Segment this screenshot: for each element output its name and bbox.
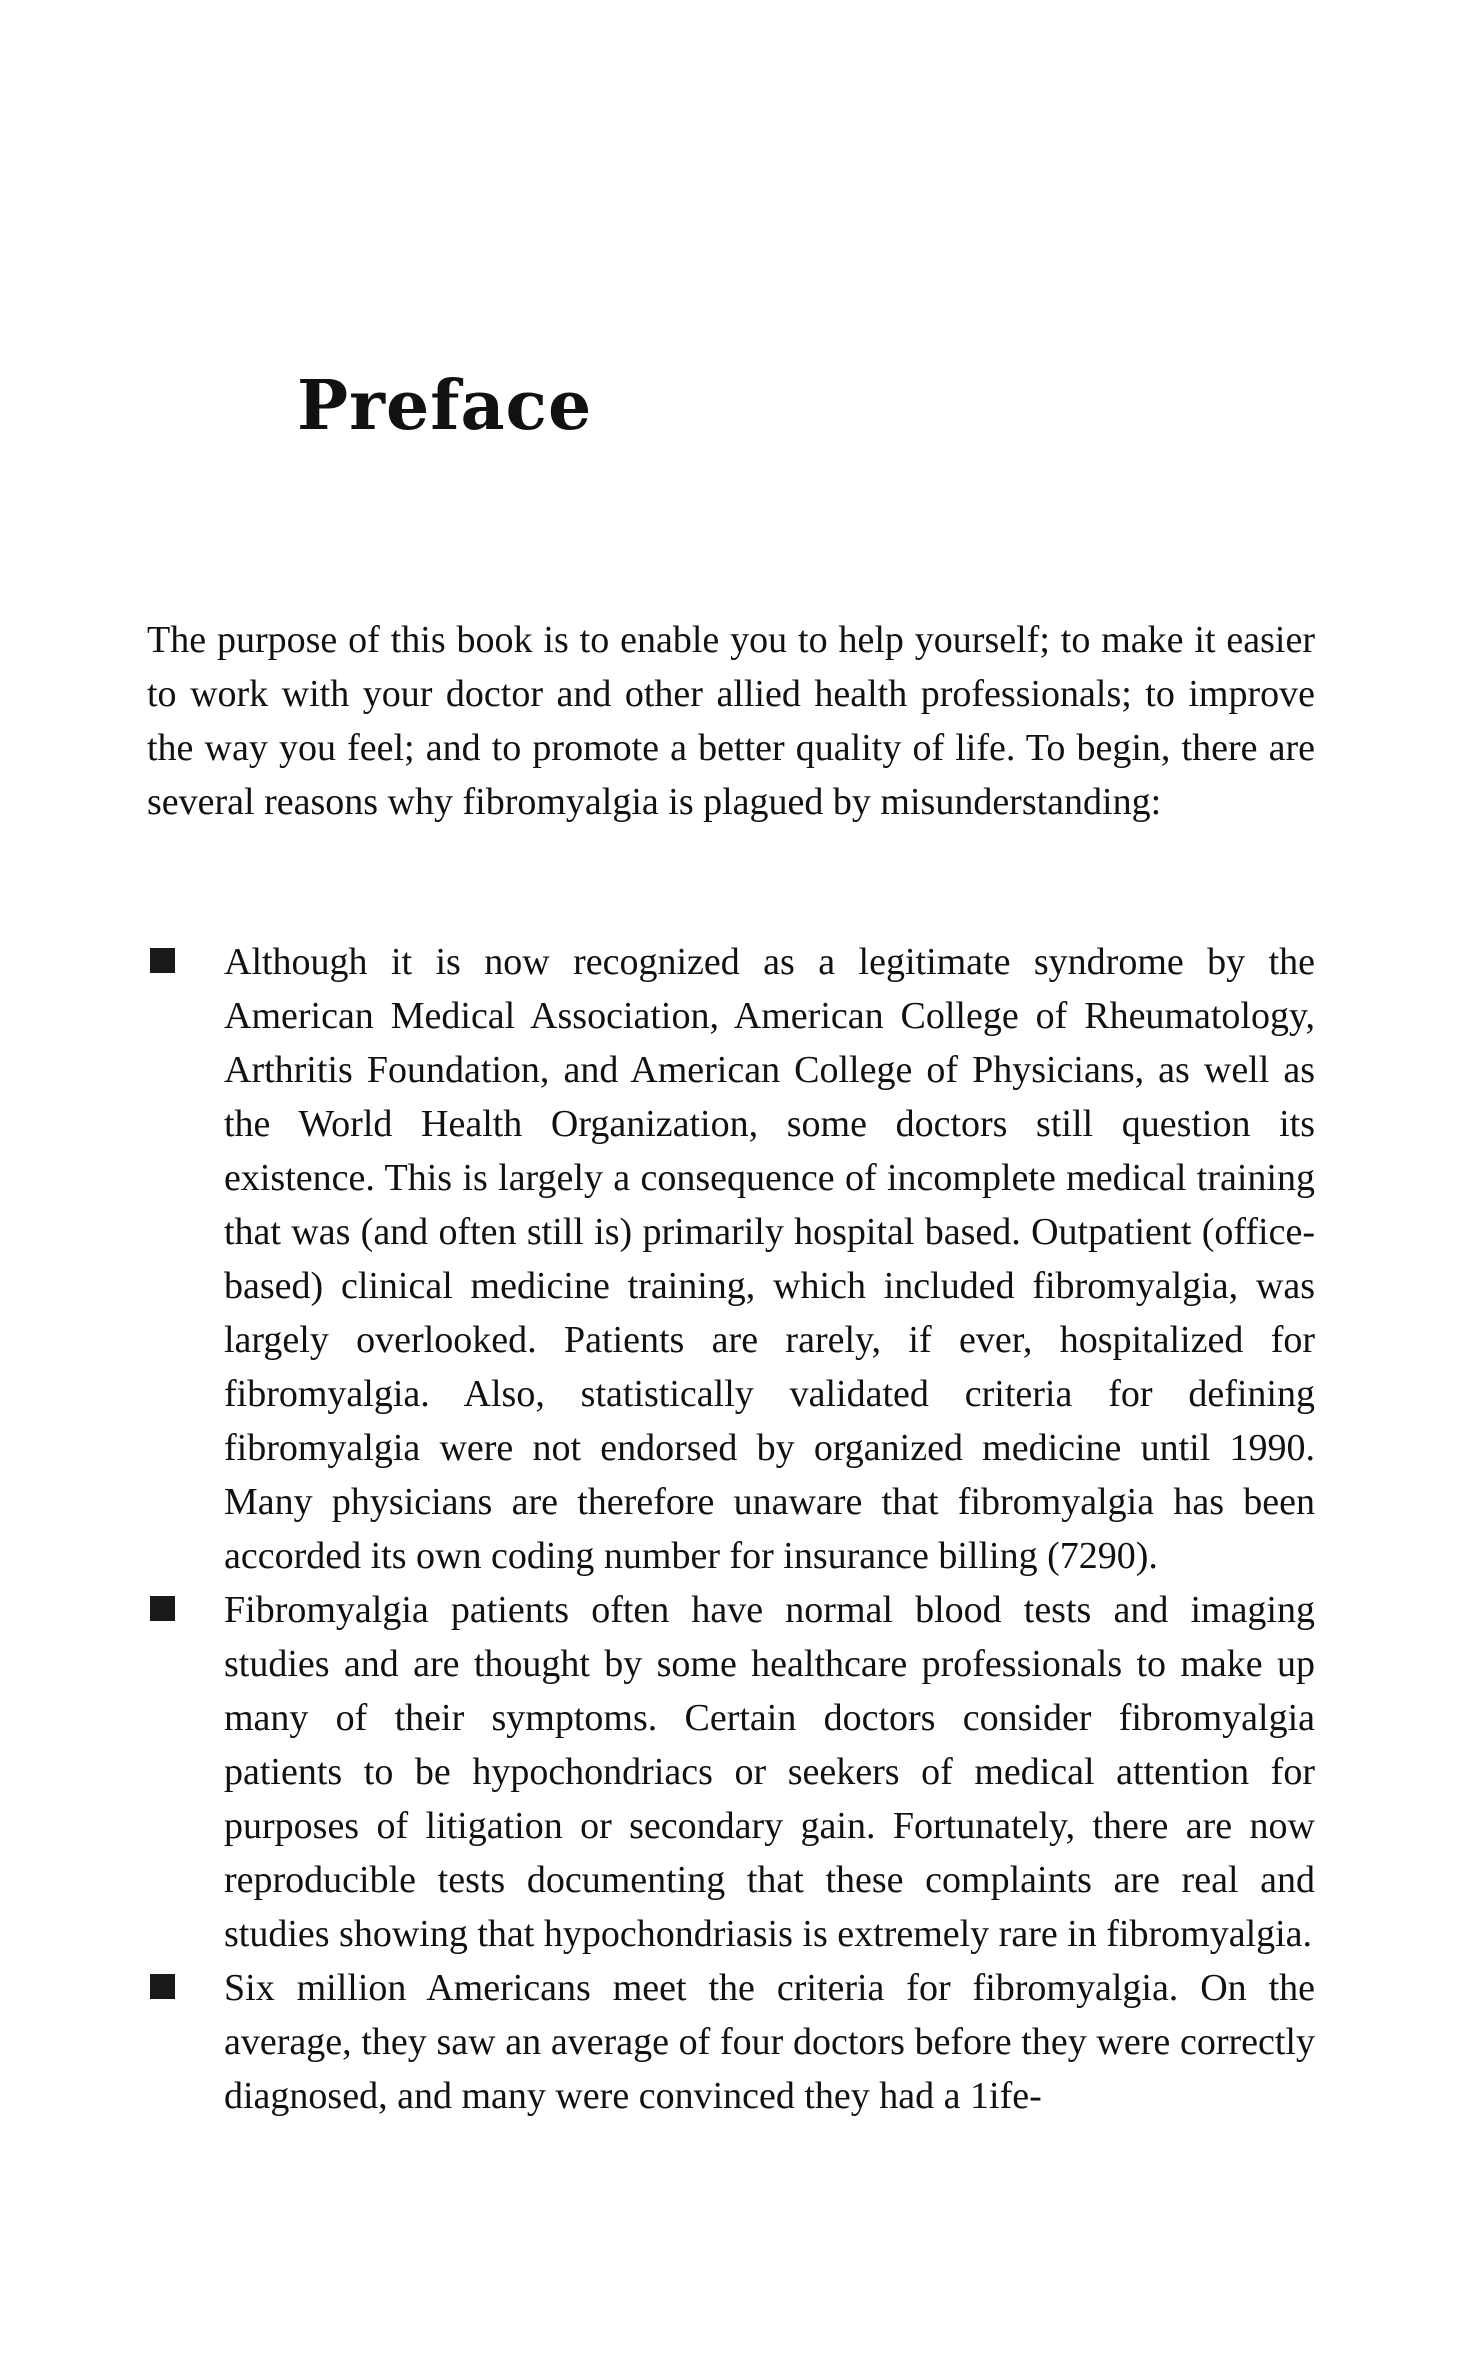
bullet-text: Six million Americans meet the criteria for fibromyalgia. On the average, they saw an average of four doctors before they were correctly diagnosed, and many were convinced they had a 1ife- <box>224 1967 1315 2117</box>
bullet-item <box>147 1961 1315 2123</box>
bullet-item <box>147 935 1315 1583</box>
bullet-item <box>147 1583 1315 1961</box>
square-bullet-icon <box>150 948 175 973</box>
bullet-text: Fibromyalgia patients often have normal blood tests and imaging studies and are thought by some healthcare professionals to make up many of their symptoms. Certain doctors consider fibromyalgia patients to be hypochondriacs or seekers of medical attention for purposes of litigation or secondary gain. Fortunately, there are now reproducible tests documenting that these complaints are real and studies showing that hypochondriasis is extremely rare in fibromyalgia. <box>224 1589 1315 1955</box>
intro-paragraph: The purpose of this book is to enable you to help yourself; to make it easier to work with your doctor and other allied health professionals; to improve the way you feel; and to promote a better quality of life. To begin, there are several reasons why fibromyalgia is plagued by misunderstanding: <box>147 619 1315 823</box>
bullet-list <box>147 935 1315 2123</box>
bullet-text: Although it is now recognized as a legitimate syndrome by the American Medical Association, American College of Rheumatology, Arthritis Foundation, and American College of Physicians, as well as the World Health Organization, some doctors still question its existence. This is largely a consequence of incomplete medical training that was (and often still is) primarily hospital based. Outpatient (office-based) clinical medicine training, which included fibromyalgia, was largely overlooked. Patients are rarely, if ever, hospitalized for fibromyalgia. Also, statistically validated criteria for defining fibromyalgia were not endorsed by organized medicine until 1990. Many physicians are therefore unaware that fibromyalgia has been accorded its own coding number for insurance billing (7290). <box>224 941 1315 1577</box>
square-bullet-icon <box>150 1596 175 1621</box>
page-title: Preface <box>297 366 593 446</box>
square-bullet-icon <box>150 1974 175 1999</box>
